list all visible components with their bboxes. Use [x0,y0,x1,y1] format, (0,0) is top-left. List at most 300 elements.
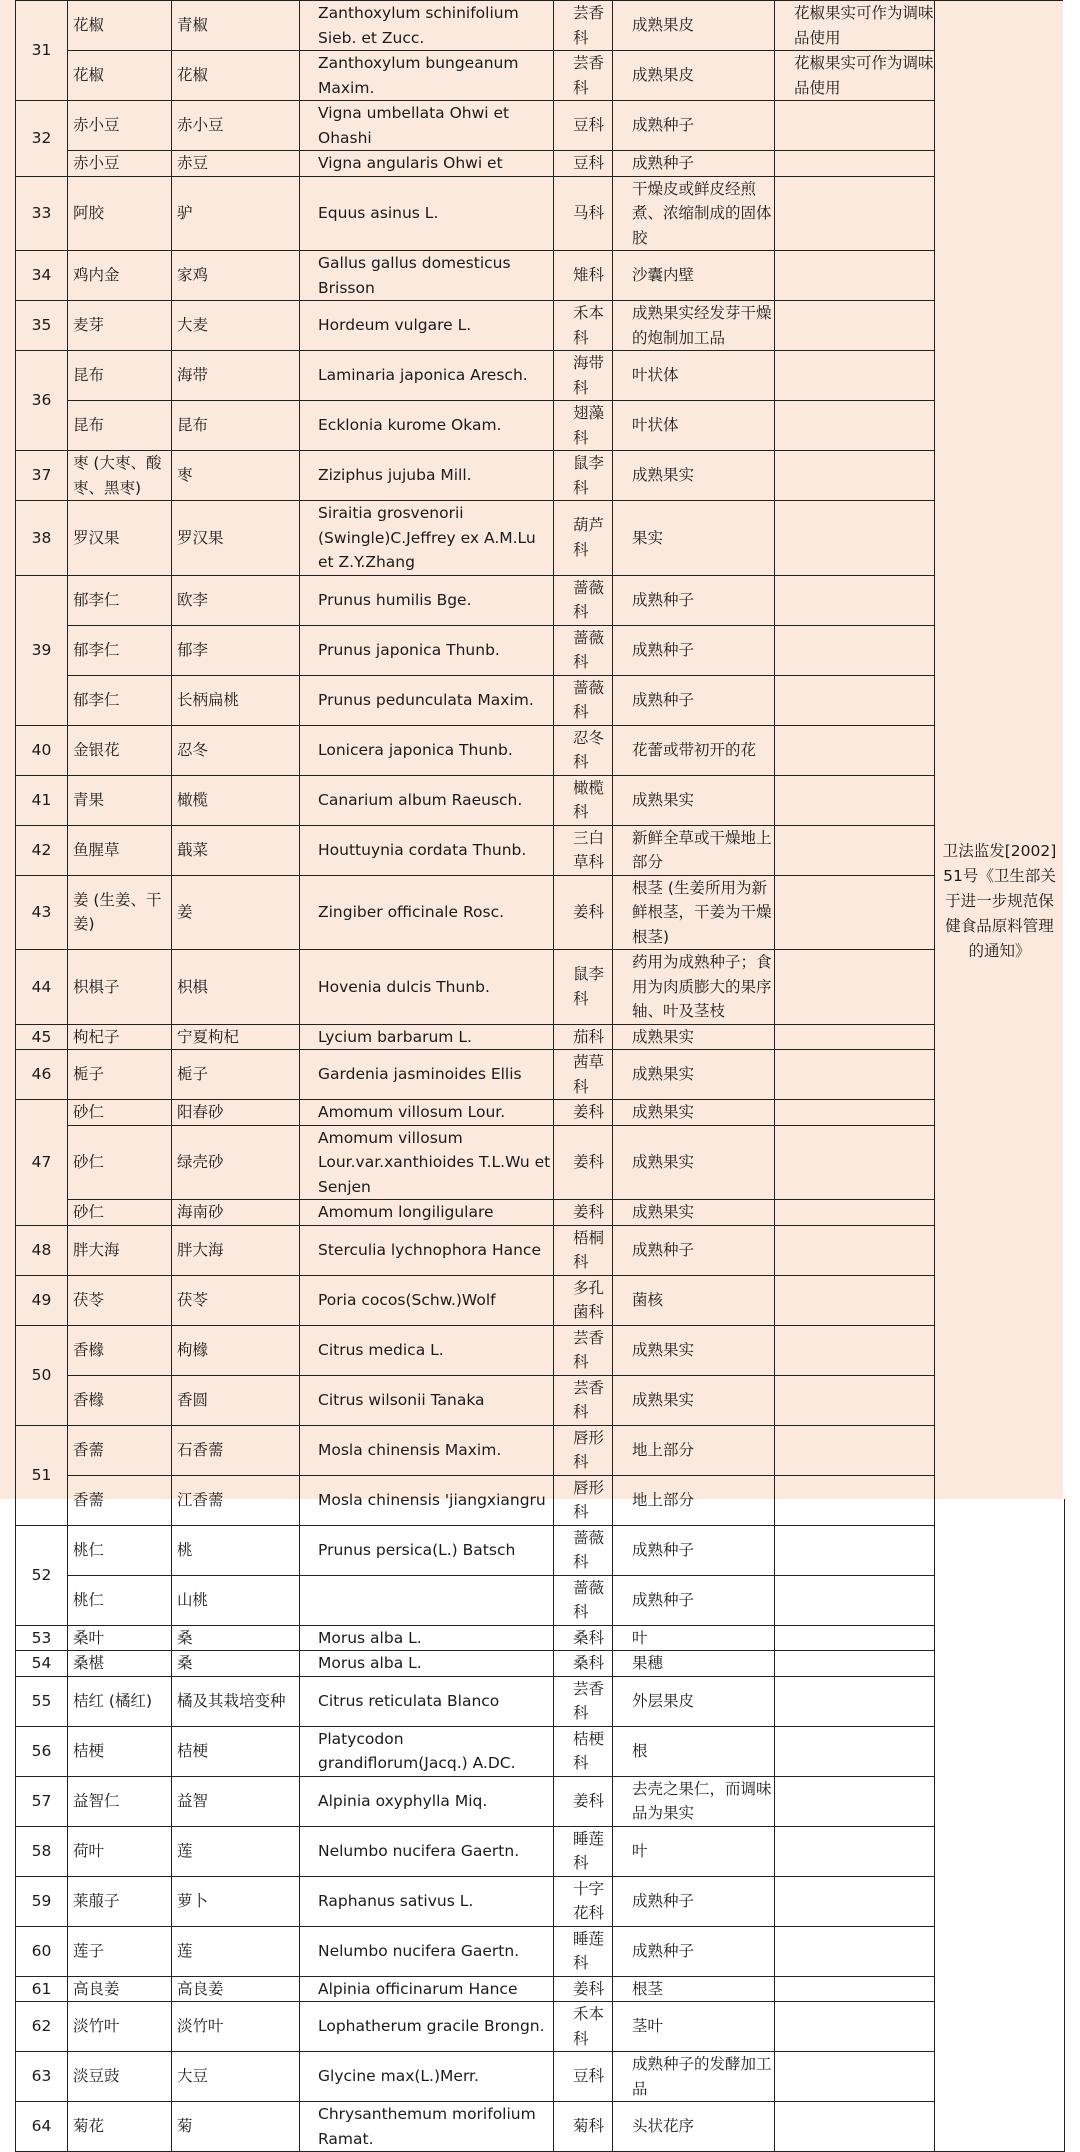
table-row [16,675,1065,725]
item-number-cell: 51 [16,1425,68,1525]
origin-species-cell: 茯苓 [172,1275,300,1325]
family-cell: 姜科 [554,1200,613,1226]
origin-species-cell: 阳春砂 [172,1100,300,1126]
origin-species-cell: 枳椇 [172,950,300,1025]
latin-name-cell: Citrus wilsonii Tanaka [300,1375,554,1425]
ingredient-name-cell: 青果 [68,775,172,825]
used-part-cell: 成熟种子 [613,1575,775,1625]
family-cell: 梧桐科 [554,1225,613,1275]
item-number-cell: 42 [16,825,68,875]
latin-name-cell: Prunus humilis Bge. [300,575,554,625]
ingredient-name-cell: 莲子 [68,1926,172,1976]
item-number-cell: 41 [16,775,68,825]
family-cell: 橄榄科 [554,775,613,825]
origin-species-cell: 高良姜 [172,1976,300,2002]
latin-name-cell: Platycodon grandiflorum(Jacq.) A.DC. [300,1726,554,1776]
table-row [16,1,1065,51]
item-number-cell: 31 [16,1,68,101]
origin-species-cell: 赤豆 [172,151,300,177]
family-cell: 桑科 [554,1651,613,1677]
item-number-cell: 47 [16,1100,68,1226]
ingredient-name-cell: 香橼 [68,1325,172,1375]
item-number-cell: 63 [16,2052,68,2102]
note-cell [775,1525,935,1575]
used-part-cell: 成熟种子 [613,101,775,151]
item-number-cell: 62 [16,2002,68,2052]
note-cell [775,1976,935,2002]
table-row [16,1100,1065,1126]
item-number-cell: 35 [16,301,68,351]
note-cell [775,1926,935,1976]
family-cell: 蔷薇科 [554,625,613,675]
table-row [16,1425,1065,1475]
table-row [16,401,1065,451]
used-part-cell: 成熟果实 [613,1200,775,1226]
note-cell [775,1125,935,1200]
note-cell [775,501,935,576]
latin-name-cell: Poria cocos(Schw.)Wolf [300,1275,554,1325]
used-part-cell: 根茎 (生姜所用为新鲜根茎，干姜为干燥根茎) [613,875,775,950]
table-row [16,1651,1065,1677]
family-cell: 桔梗科 [554,1726,613,1776]
table-row [16,2102,1065,2152]
ingredient-name-cell: 桑椹 [68,1651,172,1677]
table-row [16,1125,1065,1200]
latin-name-cell: Morus alba L. [300,1651,554,1677]
family-cell: 唇形科 [554,1475,613,1525]
family-cell: 蔷薇科 [554,1525,613,1575]
item-number-cell: 52 [16,1525,68,1625]
item-number-cell: 38 [16,501,68,576]
source-document-cell: 卫法监发[2002]51号《卫生部关于进一步规范保健食品原料管理的通知》 [935,1,1065,2152]
used-part-cell: 成熟种子 [613,1225,775,1275]
note-cell [775,1776,935,1826]
latin-name-cell: Alpinia officinarum Hance [300,1976,554,2002]
used-part-cell: 成熟果实经发芽干燥的炮制加工品 [613,301,775,351]
latin-name-cell: Sterculia lychnophora Hance [300,1225,554,1275]
origin-species-cell: 蕺菜 [172,825,300,875]
note-cell [775,251,935,301]
ingredient-name-cell: 赤小豆 [68,151,172,177]
note-cell [775,775,935,825]
origin-species-cell: 淡竹叶 [172,2002,300,2052]
latin-name-cell: Prunus persica(L.) Batsch [300,1525,554,1575]
page-margin [1063,0,1080,1499]
used-part-cell: 成熟种子 [613,625,775,675]
family-cell: 芸香科 [554,1,613,51]
origin-species-cell: 绿壳砂 [172,1125,300,1200]
ingredient-name-cell: 莱菔子 [68,1876,172,1926]
ingredient-name-cell: 香薷 [68,1425,172,1475]
used-part-cell: 成熟果实 [613,1125,775,1200]
item-number-cell: 58 [16,1826,68,1876]
note-cell [775,176,935,251]
ingredient-name-cell: 砂仁 [68,1100,172,1126]
table-row [16,1525,1065,1575]
note-cell [775,625,935,675]
family-cell: 雉科 [554,251,613,301]
table-row [16,1325,1065,1375]
origin-species-cell: 青椒 [172,1,300,51]
family-cell: 睡莲科 [554,1826,613,1876]
origin-species-cell: 家鸡 [172,251,300,301]
used-part-cell: 叶 [613,1826,775,1876]
note-cell [775,1575,935,1625]
used-part-cell: 沙囊内壁 [613,251,775,301]
used-part-cell: 果穗 [613,1651,775,1677]
family-cell: 姜科 [554,875,613,950]
item-number-cell: 40 [16,725,68,775]
note-cell [775,1475,935,1525]
table-row [16,1826,1065,1876]
ingredient-name-cell: 姜 (生姜、干姜) [68,875,172,950]
used-part-cell: 干燥皮或鲜皮经煎煮、浓缩制成的固体胶 [613,176,775,251]
family-cell: 马科 [554,176,613,251]
ingredient-name-cell: 香薷 [68,1475,172,1525]
family-cell: 姜科 [554,1125,613,1200]
ingredient-name-cell: 砂仁 [68,1200,172,1226]
family-cell: 鼠李科 [554,451,613,501]
latin-name-cell: Laminaria japonica Aresch. [300,351,554,401]
latin-name-cell [300,1575,554,1625]
origin-species-cell: 栀子 [172,1050,300,1100]
used-part-cell: 去壳之果仁，而调味品为果实 [613,1776,775,1826]
note-cell [775,1625,935,1651]
origin-species-cell: 萝卜 [172,1876,300,1926]
ingredient-name-cell: 赤小豆 [68,101,172,151]
ingredient-name-cell: 高良姜 [68,1976,172,2002]
origin-species-cell: 赤小豆 [172,101,300,151]
latin-name-cell: Hovenia dulcis Thunb. [300,950,554,1025]
family-cell: 三白草科 [554,825,613,875]
family-cell: 姜科 [554,1100,613,1126]
used-part-cell: 叶状体 [613,351,775,401]
item-number-cell: 56 [16,1726,68,1776]
ingredient-name-cell: 桔梗 [68,1726,172,1776]
note-cell: 花椒果实可作为调味品使用 [775,1,935,51]
family-cell: 姜科 [554,1976,613,2002]
item-number-cell: 49 [16,1275,68,1325]
note-cell [775,1826,935,1876]
ingredient-name-cell: 益智仁 [68,1776,172,1826]
family-cell: 蔷薇科 [554,575,613,625]
note-cell [775,151,935,177]
latin-name-cell: Canarium album Raeusch. [300,775,554,825]
note-cell [775,725,935,775]
used-part-cell: 根 [613,1726,775,1776]
item-number-cell: 64 [16,2102,68,2152]
ingredient-name-cell: 荷叶 [68,1826,172,1876]
latin-name-cell: Equus asinus L. [300,176,554,251]
origin-species-cell: 桑 [172,1625,300,1651]
ingredient-name-cell: 桃仁 [68,1575,172,1625]
origin-species-cell: 昆布 [172,401,300,451]
origin-species-cell: 桃 [172,1525,300,1575]
item-number-cell: 43 [16,875,68,950]
used-part-cell: 成熟种子 [613,1525,775,1575]
ingredient-table [15,0,1065,2152]
note-cell [775,1726,935,1776]
latin-name-cell: Citrus medica L. [300,1325,554,1375]
family-cell: 茄科 [554,1024,613,1050]
note-cell [775,575,935,625]
family-cell: 葫芦科 [554,501,613,576]
used-part-cell: 地上部分 [613,1475,775,1525]
origin-species-cell: 枣 [172,451,300,501]
item-number-cell: 39 [16,575,68,725]
used-part-cell: 成熟果实 [613,1375,775,1425]
note-cell [775,1100,935,1126]
origin-species-cell: 大麦 [172,301,300,351]
origin-species-cell: 罗汉果 [172,501,300,576]
used-part-cell: 叶 [613,1625,775,1651]
family-cell: 唇形科 [554,1425,613,1475]
table-row [16,775,1065,825]
used-part-cell: 菌核 [613,1275,775,1325]
note-cell [775,1325,935,1375]
family-cell: 忍冬科 [554,725,613,775]
origin-species-cell: 山桃 [172,1575,300,1625]
used-part-cell: 成熟果实 [613,1024,775,1050]
item-number-cell: 50 [16,1325,68,1425]
table-row [16,875,1065,950]
note-cell [775,2102,935,2152]
family-cell: 禾本科 [554,2002,613,2052]
note-cell [775,875,935,950]
latin-name-cell: Alpinia oxyphylla Miq. [300,1776,554,1826]
latin-name-cell: Hordeum vulgare L. [300,301,554,351]
latin-name-cell: Prunus japonica Thunb. [300,625,554,675]
ingredient-name-cell: 花椒 [68,51,172,101]
ingredient-name-cell: 昆布 [68,351,172,401]
item-number-cell: 59 [16,1876,68,1926]
origin-species-cell: 大豆 [172,2052,300,2102]
item-number-cell: 44 [16,950,68,1025]
ingredient-name-cell: 枣 (大枣、酸枣、黑枣) [68,451,172,501]
family-cell: 蔷薇科 [554,675,613,725]
table-row [16,501,1065,576]
table-row [16,1225,1065,1275]
table-row [16,251,1065,301]
family-cell: 芸香科 [554,51,613,101]
table-body [16,1,1065,2152]
ingredient-name-cell: 郁李仁 [68,675,172,725]
latin-name-cell: Zingiber officinale Rosc. [300,875,554,950]
table-row [16,101,1065,151]
item-number-cell: 45 [16,1024,68,1050]
ingredient-name-cell: 香橼 [68,1375,172,1425]
family-cell: 芸香科 [554,1325,613,1375]
ingredient-name-cell: 罗汉果 [68,501,172,576]
ingredient-name-cell: 鸡内金 [68,251,172,301]
origin-species-cell: 益智 [172,1776,300,1826]
origin-species-cell: 莲 [172,1926,300,1976]
family-cell: 禾本科 [554,301,613,351]
ingredient-name-cell: 栀子 [68,1050,172,1100]
latin-name-cell: Gardenia jasminoides Ellis [300,1050,554,1100]
item-number-cell: 37 [16,451,68,501]
ingredient-name-cell: 砂仁 [68,1125,172,1200]
note-cell [775,1275,935,1325]
item-number-cell: 32 [16,101,68,177]
table-row [16,1200,1065,1226]
family-cell: 芸香科 [554,1676,613,1726]
ingredient-name-cell: 菊花 [68,2102,172,2152]
origin-species-cell: 欧李 [172,575,300,625]
latin-name-cell: Lycium barbarum L. [300,1024,554,1050]
used-part-cell: 外层果皮 [613,1676,775,1726]
used-part-cell: 成熟果皮 [613,51,775,101]
family-cell: 姜科 [554,1776,613,1826]
family-cell: 菊科 [554,2102,613,2152]
used-part-cell: 成熟果实 [613,775,775,825]
table-row [16,625,1065,675]
table-row [16,950,1065,1025]
note-cell [775,451,935,501]
latin-name-cell: Houttuynia cordata Thunb. [300,825,554,875]
item-number-cell: 33 [16,176,68,251]
used-part-cell: 成熟种子 [613,575,775,625]
used-part-cell: 新鲜全草或干燥地上部分 [613,825,775,875]
used-part-cell: 成熟种子 [613,1876,775,1926]
note-cell [775,1651,935,1677]
note-cell [775,1425,935,1475]
item-number-cell: 60 [16,1926,68,1976]
origin-species-cell: 驴 [172,176,300,251]
latin-name-cell: Vigna umbellata Ohwi et Ohashi [300,101,554,151]
ingredient-name-cell: 阿胶 [68,176,172,251]
table-row [16,725,1065,775]
latin-name-cell: Ziziphus jujuba Mill. [300,451,554,501]
item-number-cell: 55 [16,1676,68,1726]
latin-name-cell: Citrus reticulata Blanco [300,1676,554,1726]
table-row [16,825,1065,875]
used-part-cell: 果实 [613,501,775,576]
origin-species-cell: 海南砂 [172,1200,300,1226]
family-cell: 睡莲科 [554,1926,613,1976]
item-number-cell: 46 [16,1050,68,1100]
family-cell: 多孔菌科 [554,1275,613,1325]
item-number-cell: 48 [16,1225,68,1275]
latin-name-cell: Prunus pedunculata Maxim. [300,675,554,725]
table-row [16,451,1065,501]
table-row [16,1876,1065,1926]
origin-species-cell: 枸橼 [172,1325,300,1375]
ingredient-name-cell: 桑叶 [68,1625,172,1651]
family-cell: 蔷薇科 [554,1575,613,1625]
ingredient-name-cell: 淡豆豉 [68,2052,172,2102]
used-part-cell: 花蕾或带初开的花 [613,725,775,775]
family-cell: 茜草科 [554,1050,613,1100]
table-row [16,1050,1065,1100]
latin-name-cell: Morus alba L. [300,1625,554,1651]
origin-species-cell: 海带 [172,351,300,401]
item-number-cell: 34 [16,251,68,301]
latin-name-cell: Zanthoxylum bungeanum Maxim. [300,51,554,101]
ingredient-name-cell: 郁李仁 [68,625,172,675]
item-number-cell: 36 [16,351,68,451]
latin-name-cell: Glycine max(L.)Merr. [300,2052,554,2102]
note-cell [775,351,935,401]
ingredient-name-cell: 枳椇子 [68,950,172,1025]
used-part-cell: 成熟果实 [613,1325,775,1375]
note-cell [775,1375,935,1425]
latin-name-cell: Gallus gallus domesticus Brisson [300,251,554,301]
ingredient-name-cell: 金银花 [68,725,172,775]
latin-name-cell: Nelumbo nucifera Gaertn. [300,1926,554,1976]
latin-name-cell: Lonicera japonica Thunb. [300,725,554,775]
table-row [16,1275,1065,1325]
used-part-cell: 药用为成熟种子；食用为肉质膨大的果序轴、叶及茎枝 [613,950,775,1025]
ingredient-name-cell: 麦芽 [68,301,172,351]
origin-species-cell: 姜 [172,875,300,950]
note-cell [775,1225,935,1275]
used-part-cell: 成熟种子 [613,675,775,725]
latin-name-cell: Vigna angularis Ohwi et [300,151,554,177]
origin-species-cell: 石香薷 [172,1425,300,1475]
origin-species-cell: 忍冬 [172,725,300,775]
used-part-cell: 成熟果实 [613,451,775,501]
table-row [16,1375,1065,1425]
table-row [16,1024,1065,1050]
ingredient-name-cell: 郁李仁 [68,575,172,625]
table-row [16,1726,1065,1776]
note-cell [775,2052,935,2102]
latin-name-cell: Lophatherum gracile Brongn. [300,2002,554,2052]
family-cell: 海带科 [554,351,613,401]
family-cell: 豆科 [554,2052,613,2102]
latin-name-cell: Mosla chinensis 'jiangxiangru [300,1475,554,1525]
origin-species-cell: 橘及其栽培变种 [172,1676,300,1726]
note-cell [775,1024,935,1050]
family-cell: 豆科 [554,101,613,151]
note-cell [775,1876,935,1926]
used-part-cell: 成熟种子 [613,151,775,177]
table-row [16,301,1065,351]
table-row [16,351,1065,401]
ingredient-name-cell: 鱼腥草 [68,825,172,875]
latin-name-cell: Mosla chinensis Maxim. [300,1425,554,1475]
note-cell [775,1200,935,1226]
family-cell: 鼠李科 [554,950,613,1025]
table-row [16,1676,1065,1726]
table-row [16,1575,1065,1625]
origin-species-cell: 桔梗 [172,1726,300,1776]
note-cell [775,2002,935,2052]
family-cell: 桑科 [554,1625,613,1651]
family-cell: 十字花科 [554,1876,613,1926]
note-cell [775,401,935,451]
used-part-cell: 根茎 [613,1976,775,2002]
table-row [16,176,1065,251]
used-part-cell: 成熟种子 [613,1926,775,1976]
used-part-cell: 成熟果实 [613,1100,775,1126]
table-row [16,1625,1065,1651]
table-row [16,2002,1065,2052]
origin-species-cell: 花椒 [172,51,300,101]
note-cell [775,1676,935,1726]
origin-species-cell: 宁夏枸杞 [172,1024,300,1050]
item-number-cell: 53 [16,1625,68,1651]
family-cell: 豆科 [554,151,613,177]
origin-species-cell: 香圆 [172,1375,300,1425]
ingredient-name-cell: 桃仁 [68,1525,172,1575]
origin-species-cell: 郁李 [172,625,300,675]
latin-name-cell: Raphanus sativus L. [300,1876,554,1926]
item-number-cell: 61 [16,1976,68,2002]
latin-name-cell: Chrysanthemum morifolium Ramat. [300,2102,554,2152]
latin-name-cell: Zanthoxylum schinifolium Sieb. et Zucc. [300,1,554,51]
